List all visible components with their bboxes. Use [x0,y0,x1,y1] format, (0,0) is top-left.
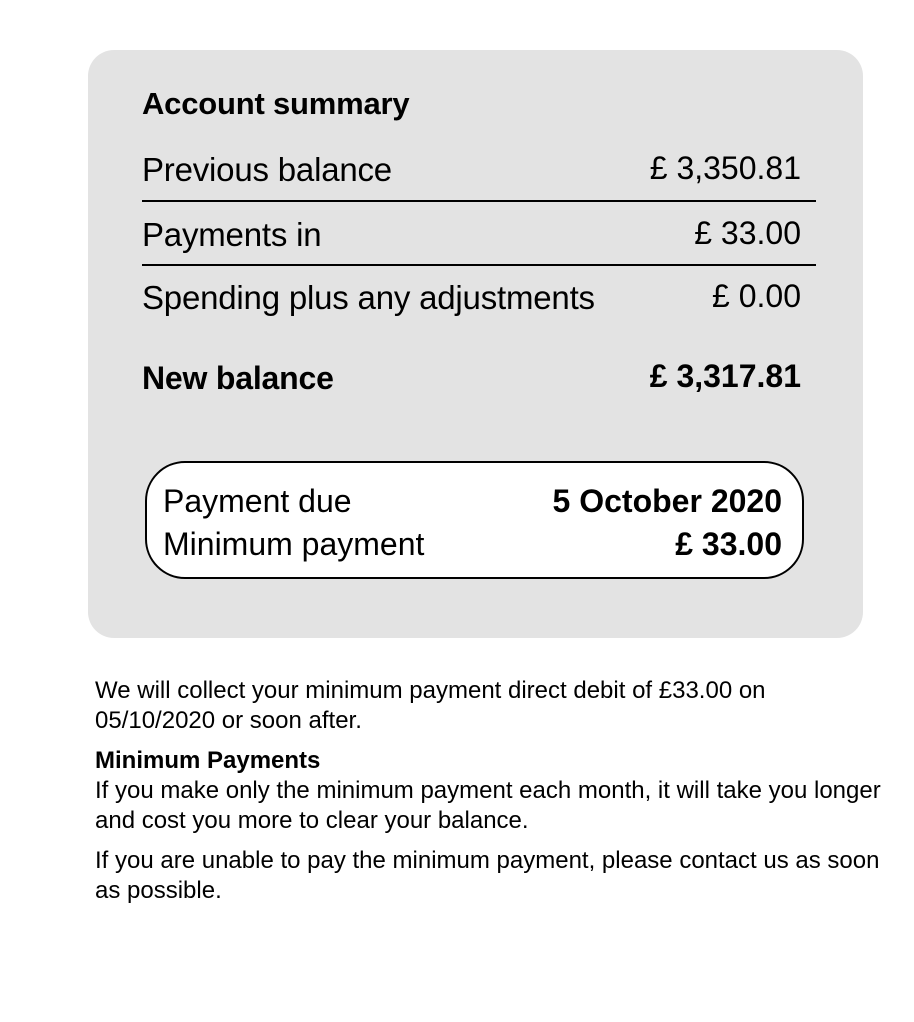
payment-due-date: 5 October 2020 [552,483,782,519]
payment-notes [95,676,885,906]
direct-debit-note: We will collect your minimum payment direct debit of £33.00 on 05/10/2020 or soon after. [95,677,766,734]
minimum-payments-text: If you make only the minimum payment each month, it will take you longer and cost you more to clear your balance. [95,777,881,834]
previous-balance-label: Previous balance [142,151,392,188]
account-summary-title: Account summary [142,86,410,121]
contact-note: If you are unable to pay the minimum payment, please contact us as soon as possible. [95,847,880,904]
minimum-payment-value: £ 33.00 [675,526,782,562]
new-balance-label: New balance [142,360,334,396]
payment-due-label: Payment due [163,483,352,519]
row-divider [142,200,816,202]
previous-balance-value: £ 3,350.81 [649,150,801,186]
spending-adjustments-value: £ 0.00 [712,278,801,314]
spending-adjustments-label: Spending plus any adjustments [142,279,595,316]
payments-in-value: £ 33.00 [694,215,801,251]
minimum-payment-label: Minimum payment [163,526,425,562]
payments-in-label: Payments in [142,216,322,253]
row-divider [142,264,816,266]
new-balance-value: £ 3,317.81 [649,358,801,394]
minimum-payments-heading: Minimum Payments [95,747,321,774]
